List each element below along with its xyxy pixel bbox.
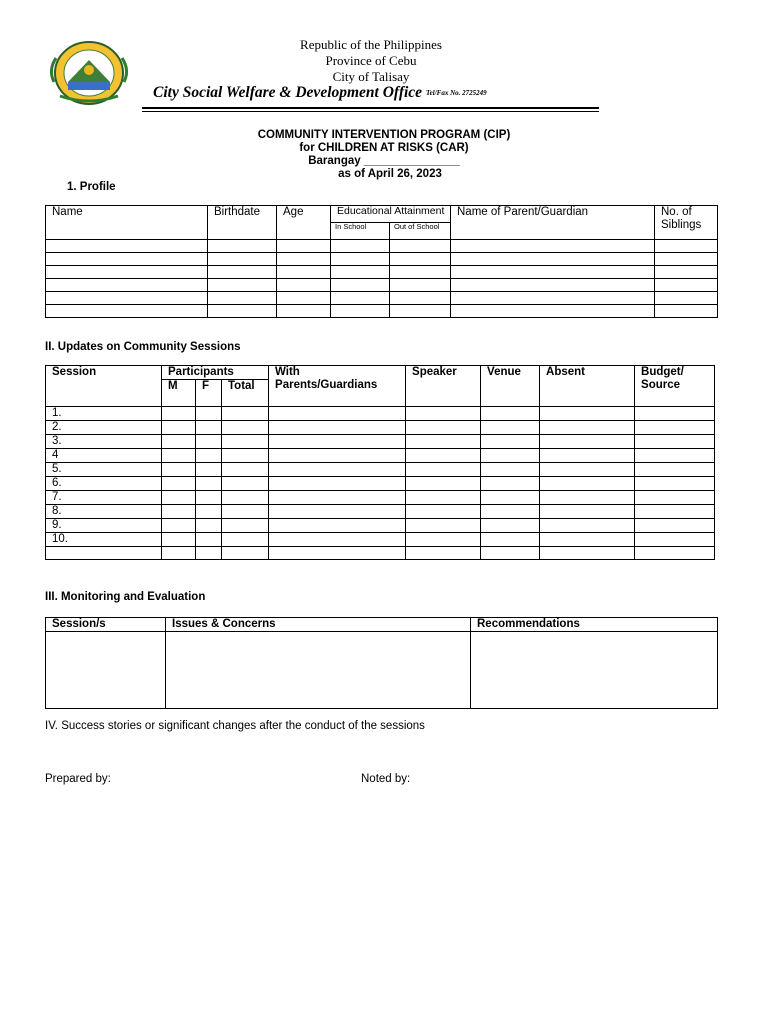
session-row <box>46 491 715 505</box>
col-parent-guardian: Name of Parent/Guardian <box>451 206 655 240</box>
session-row <box>46 533 715 547</box>
session-row <box>46 435 715 449</box>
col-venue: Venue <box>481 366 540 407</box>
col-out-of-school: Out of School <box>390 223 451 240</box>
telfax: Tel/Fax No. 2725249 <box>426 89 487 98</box>
session-row <box>46 505 715 519</box>
republic-label: Republic of the Philippines <box>300 37 442 52</box>
session-number: 9. <box>46 519 162 533</box>
profile-row <box>46 279 718 292</box>
col-budget-source: Budget/ Source <box>635 366 715 407</box>
col-sessions: Session/s <box>46 618 166 632</box>
session-number: 4 <box>46 449 162 463</box>
sessions-table <box>45 365 715 560</box>
session-row <box>46 463 715 477</box>
col-age: Age <box>277 206 331 240</box>
col-recommendations: Recommendations <box>471 618 718 632</box>
header-rule-thin <box>142 111 599 112</box>
session-number: 10. <box>46 533 162 547</box>
province-label: Province of Cebu <box>325 53 417 68</box>
col-with-parents: With Parents/Guardians <box>269 366 406 407</box>
success-stories-label: IV. Success stories or significant changes after the conduct of the sessions <box>45 720 425 732</box>
profile-row <box>46 305 718 318</box>
profile-row <box>46 292 718 305</box>
monitoring-table <box>45 617 718 709</box>
noted-by-label: Noted by: <box>361 773 411 785</box>
title-barangay: Barangay _______________ <box>308 155 460 167</box>
session-row <box>46 547 715 560</box>
session-number: 7. <box>46 491 162 505</box>
col-speaker: Speaker <box>406 366 481 407</box>
profile-row <box>46 266 718 279</box>
title-line-1: COMMUNITY INTERVENTION PROGRAM (CIP) <box>257 129 511 141</box>
session-number: 8. <box>46 505 162 519</box>
col-name: Name <box>46 206 208 240</box>
prepared-by-label: Prepared by: <box>45 773 111 785</box>
title-date: as of April 26, 2023 <box>338 168 442 180</box>
session-row <box>46 519 715 533</box>
title-line-2: for CHILDREN AT RISKS (CAR) <box>299 142 469 154</box>
session-number: 5. <box>46 463 162 477</box>
session-number: 3. <box>46 435 162 449</box>
col-issues-concerns: Issues & Concerns <box>166 618 471 632</box>
col-session: Session <box>46 366 162 407</box>
profile-heading: 1. Profile <box>67 181 116 193</box>
session-number: 1. <box>46 407 162 421</box>
col-total: Total <box>222 380 269 407</box>
monitoring-row <box>46 632 718 709</box>
session-row <box>46 477 715 491</box>
header-rule <box>142 107 599 109</box>
city-label: City of Talisay <box>332 69 410 84</box>
sessions-heading: II. Updates on Community Sessions <box>45 341 241 353</box>
profile-row <box>46 240 718 253</box>
col-in-school: In School <box>331 223 390 240</box>
col-male: M <box>162 380 196 407</box>
col-absent: Absent <box>540 366 635 407</box>
col-participants: Participants <box>162 366 269 380</box>
session-row <box>46 449 715 463</box>
session-row <box>46 407 715 421</box>
office-name <box>153 84 487 102</box>
col-educational-attainment: Educational Attainment <box>331 206 451 223</box>
profile-table <box>45 205 718 318</box>
col-female: F <box>196 380 222 407</box>
session-number <box>46 547 162 560</box>
col-siblings: No. of Siblings <box>655 206 718 240</box>
session-number: 6. <box>46 477 162 491</box>
monitoring-heading: III. Monitoring and Evaluation <box>45 591 206 603</box>
office-title: City Social Welfare & Development Office <box>153 84 423 101</box>
session-number: 2. <box>46 421 162 435</box>
city-seal-logo <box>46 40 132 106</box>
session-row <box>46 421 715 435</box>
col-birthdate: Birthdate <box>208 206 277 240</box>
profile-row <box>46 253 718 266</box>
